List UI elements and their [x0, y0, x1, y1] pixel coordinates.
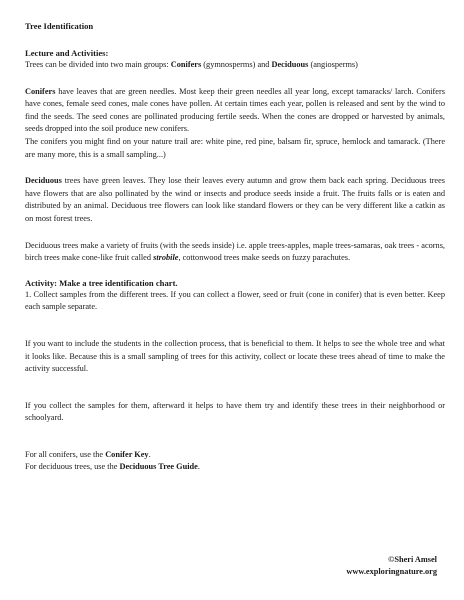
credit-author: ©Sheri Amsel: [388, 555, 437, 564]
document-body: [25, 21, 445, 474]
conifer-key-line: For all conifers, use the Conifer Key.: [25, 449, 151, 459]
deciduous-paragraph: Deciduous trees have green leaves. They lose their leaves every autumn and grow them back each spring. Deciduous trees have flowers that are also pollinated by the wind or insects and produce seeds inside a fruit. The fruits falls or is eaten and distributed by an animal. Deciduous tree flowers can look like standard flowers or they can be very different like a catkin as on most forest trees.: [25, 176, 445, 223]
include-students-paragraph: If you want to include the students in the collection process, that is beneficial to them. It helps to see the whole tree and what it looks like. Because this is a small sampling of trees for this activity, collect or locate these trees ahead of time to make the activity successful.: [25, 338, 445, 374]
document-title: Tree Identification: [25, 21, 94, 31]
lecture-heading: Lecture and Activities:: [25, 48, 109, 58]
deciduous-guide-line: For deciduous trees, use the Deciduous Tree Guide.: [25, 462, 200, 472]
collect-samples-paragraph: If you collect the samples for them, afterward it helps to have them try and identify these trees in their neighborhood or schoolyard.: [25, 400, 445, 423]
credits: [346, 554, 437, 577]
fruits-paragraph: Deciduous trees make a variety of fruits (with the seeds inside) i.e. apple trees-apples, maple trees-samaras, oak trees - acorns, birch trees make cone-like fruit called strobile, cottonwood trees make seeds on fuzzy parachutes.: [25, 240, 445, 263]
activity-heading: Activity: Make a tree identification chart.: [25, 277, 178, 288]
credit-website: www.exploringnature.org: [346, 566, 437, 576]
conifers-trail-paragraph: The conifers you might find on your nature trail are: white pine, red pine, balsam fir, spruce, hemlock and tamarack. (There are many more, this is a small sampling...): [25, 136, 445, 159]
activity-step-1: 1. Collect samples from the different trees. If you can collect a flower, seed or fruit (cone in conifer) that is even better. Keep each sample separate.: [25, 289, 445, 312]
intro-paragraph: Trees can be divided into two main groups: Conifers (gymnosperms) and Deciduous (angiosperms): [25, 60, 358, 69]
conifers-paragraph: Conifers have leaves that are green needles. Most keep their green needles all year long, except tamaracks/ larch. Conifers have cones, female seed cones, male cones have pollen. At certain times each year, pollen is released and sent by the wind to find the seeds. The seed cones are pollinated producing fertile seeds. When the cones are dropped or harvested by animals, seeds dropped into the soil produce new conifers.: [25, 86, 445, 134]
